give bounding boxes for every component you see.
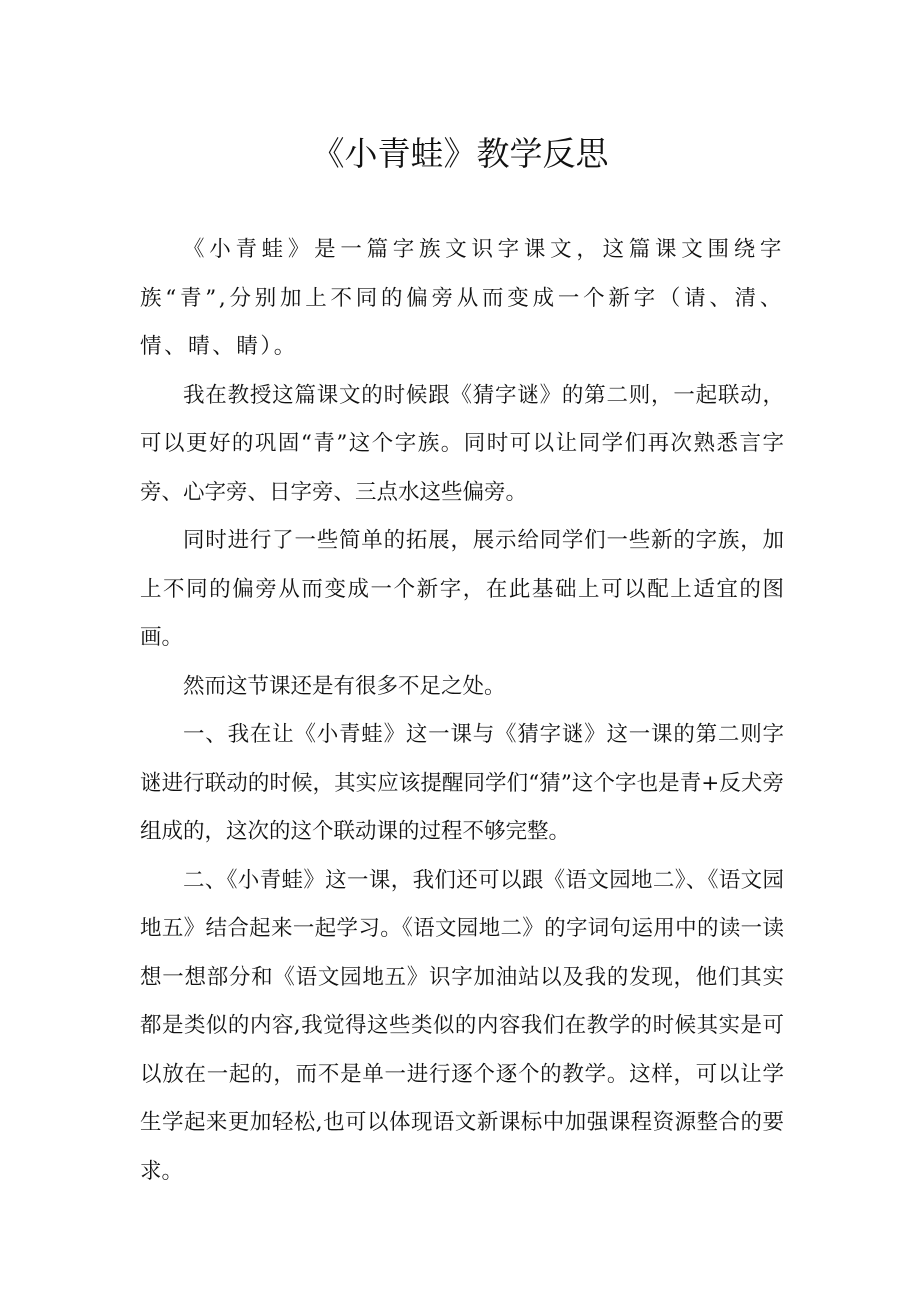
paragraph-point-one: 一、我在让《小青蛙》这一课与《猜字谜》这一课的第二则字谜进行联动的时候，其实应该提醒同学们“猜”这个字也是青+反犬旁组成的，这次的这个联动课的过程不够完整。 xyxy=(140,722,784,844)
document-title: 《小青蛙》教学反思 xyxy=(311,134,609,173)
document-body xyxy=(140,226,784,1196)
paragraph-intro: 《小青蛙》是一篇字族文识字课文，这篇课文围绕字族“青”,分别加上不同的偏旁从而变成一个新字（请、清、情、晴、睛）。 xyxy=(140,237,784,359)
paragraph-extension: 同时进行了一些简单的拓展，展示给同学们一些新的字族，加上不同的偏旁从而变成一个新字，在此基础上可以配上适宜的图画。 xyxy=(140,528,784,650)
paragraph-teaching: 我在教授这篇课文的时候跟《猜字谜》的第二则，一起联动，可以更好的巩固“青”这个字族。同时可以让同学们再次熟悉言字旁、心字旁、日字旁、三点水这些偏旁。 xyxy=(140,382,784,505)
paragraph-point-two: 二、《小青蛙》这一课，我们还可以跟《语文园地二》、《语文园地五》结合起来一起学习。《语文园地二》的字词句运用中的读一读想一想部分和《语文园地五》识字加油站以及我的发现，他们其实都是类似的内容,我觉得这些类似的内容我们在教学的时候其实是可以放在一起的，而不是单一进行逐个逐个的教学。这样，可以让学生学起来更加轻松,也可以体现语文新课标中加强课程资源整合的要求。 xyxy=(140,867,784,1184)
paragraph-shortcomings: 然而这节课还是有很多不足之处。 xyxy=(183,673,506,699)
